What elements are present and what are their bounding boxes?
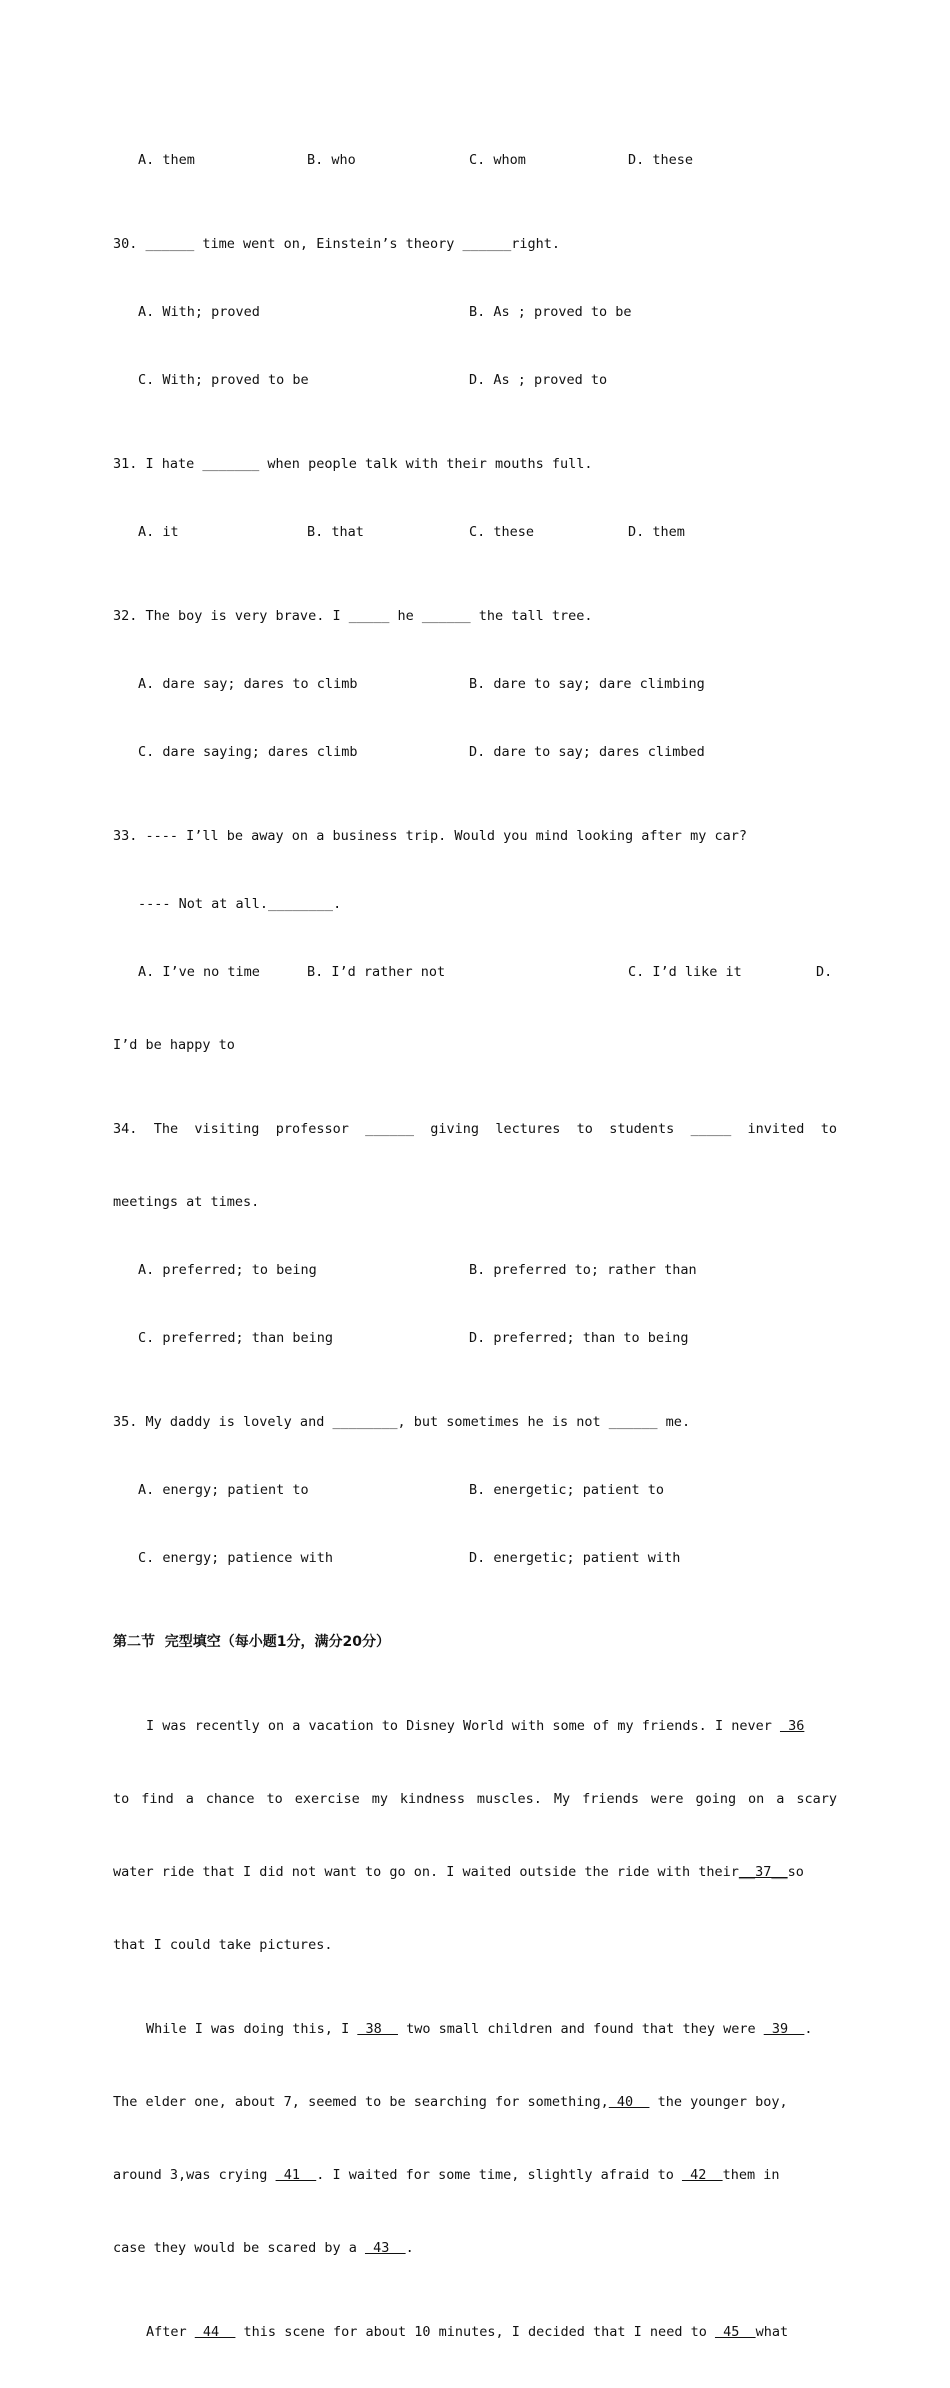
text: I was recently on a vacation to Disney World with some of my friends. I never <box>146 1718 780 1734</box>
q31-options <box>113 520 837 556</box>
passage-p1-line2: to find a chance to exercise my kindness muscles. My friends were going on a scary <box>113 1791 837 1807</box>
q30-option-b: B. As ; proved to be <box>469 304 632 320</box>
q30-stem: 30. ______ time went on, Einstein’s theory ______right. <box>113 236 561 252</box>
blank-37: __37__ <box>738 1864 788 1880</box>
section-title: 第二节 完型填空（每小题1分，满分20分） <box>113 1634 390 1650</box>
q29-options <box>113 148 837 184</box>
q29-option-d: D. these <box>628 152 694 168</box>
q32-option-b: B. dare to say; dare climbing <box>469 676 705 692</box>
blank-42: 42 <box>681 2167 723 2183</box>
q34-option-d: D. preferred; than to being <box>469 1330 689 1346</box>
passage-p1-line4: that I could take pictures. <box>113 1937 333 1953</box>
q32-options-row1 <box>113 672 837 708</box>
q30-option-a: A. With; proved <box>138 304 260 320</box>
q29-option-c: C. whom <box>469 152 526 168</box>
passage-p1-line1 <box>113 1714 837 1755</box>
passage-p2-line2 <box>113 2090 837 2131</box>
text: . <box>405 2240 414 2256</box>
q31-option-d: D. them <box>628 524 685 540</box>
blank-43: 43 <box>364 2240 406 2256</box>
text: so <box>787 1864 804 1880</box>
text: the younger boy, <box>649 2094 788 2110</box>
q33-option-d-label: D. <box>816 964 833 980</box>
q34-option-c: C. preferred; than being <box>138 1330 334 1346</box>
q31-stem: 31. I hate _______ when people talk with their mouths full. <box>113 456 593 472</box>
text: While I was doing this, I <box>146 2021 358 2037</box>
q34-stem: 34. The visiting professor ______ giving lectures to students _____ invited to <box>113 1121 837 1137</box>
text: After <box>146 2324 195 2340</box>
exam-page <box>113 100 837 2388</box>
text: . <box>804 2021 813 2037</box>
q34-option-b: B. preferred to; rather than <box>469 1262 697 1278</box>
q30-option-d: D. As ; proved to <box>469 372 608 388</box>
q30-options-row1 <box>113 300 837 336</box>
text: this scene for about 10 minutes, I decided that I need to <box>235 2324 715 2340</box>
blank-41: 41 <box>275 2167 317 2183</box>
q35-option-d: D. energetic; patient with <box>469 1550 681 1566</box>
blank-40: 40 <box>608 2094 650 2110</box>
q33-option-d-text: I’d be happy to <box>113 1037 235 1053</box>
q32-stem: 32. The boy is very brave. I _____ he ______ the tall tree. <box>113 608 593 624</box>
text: water ride that I did not want to go on. I waited outside the ride with their <box>113 1864 739 1880</box>
q33-option-a: A. I’ve no time <box>138 964 260 980</box>
q35-option-a: A. energy; patient to <box>138 1482 309 1498</box>
q35-option-b: B. energetic; patient to <box>469 1482 665 1498</box>
q31-option-b: B. that <box>307 524 364 540</box>
q35-options-row2 <box>113 1546 837 1582</box>
q33-options <box>113 960 837 1001</box>
q34-options-row1 <box>113 1258 837 1294</box>
q35-option-c: C. energy; patience with <box>138 1550 334 1566</box>
q35-options-row1 <box>113 1478 837 1514</box>
q34-options-row2 <box>113 1326 837 1362</box>
blank-38: 38 <box>357 2021 398 2037</box>
q31-option-c: C. these <box>469 524 535 540</box>
text: what <box>755 2324 789 2340</box>
q29-option-a: A. them <box>138 152 195 168</box>
q32-options-row2 <box>113 740 837 776</box>
blank-39: 39 <box>763 2021 805 2037</box>
passage-p2-line4 <box>113 2236 837 2272</box>
q29-option-b: B. who <box>307 152 356 168</box>
passage-p3-line1 <box>113 2320 837 2356</box>
q34-option-a: A. preferred; to being <box>138 1262 317 1278</box>
blank-45: 45 <box>714 2324 756 2340</box>
q34-stem-cont: meetings at times. <box>113 1194 260 1210</box>
q30-options-row2 <box>113 368 837 404</box>
q31-option-a: A. it <box>138 524 179 540</box>
text: The elder one, about 7, seemed to be searching for something, <box>113 2094 609 2110</box>
q33-option-b: B. I’d rather not <box>307 964 446 980</box>
q32-option-c: C. dare saying; dares climb <box>138 744 358 760</box>
text: around 3,was crying <box>113 2167 276 2183</box>
text: . I waited for some time, slightly afraid to <box>316 2167 682 2183</box>
q33-reply: ---- Not at all.________. <box>138 896 342 912</box>
blank-36: 36 <box>779 1718 805 1734</box>
q30-option-c: C. With; proved to be <box>138 372 309 388</box>
text: two small children and found that they were <box>397 2021 764 2037</box>
q32-option-d: D. dare to say; dares climbed <box>469 744 705 760</box>
q35-stem: 35. My daddy is lovely and ________, but sometimes he is not ______ me. <box>113 1414 691 1430</box>
passage-p2-line3 <box>113 2163 837 2204</box>
q32-option-a: A. dare say; dares to climb <box>138 676 358 692</box>
passage-p2-line1 <box>113 2017 837 2058</box>
q33-stem: 33. ---- I’ll be away on a business trip. Would you mind looking after my car? <box>113 828 747 844</box>
blank-44: 44 <box>194 2324 236 2340</box>
passage-p1-line3 <box>113 1860 837 1901</box>
q33-option-c: C. I’d like it <box>628 964 742 980</box>
text: them in <box>722 2167 780 2183</box>
text: case they would be scared by a <box>113 2240 365 2256</box>
